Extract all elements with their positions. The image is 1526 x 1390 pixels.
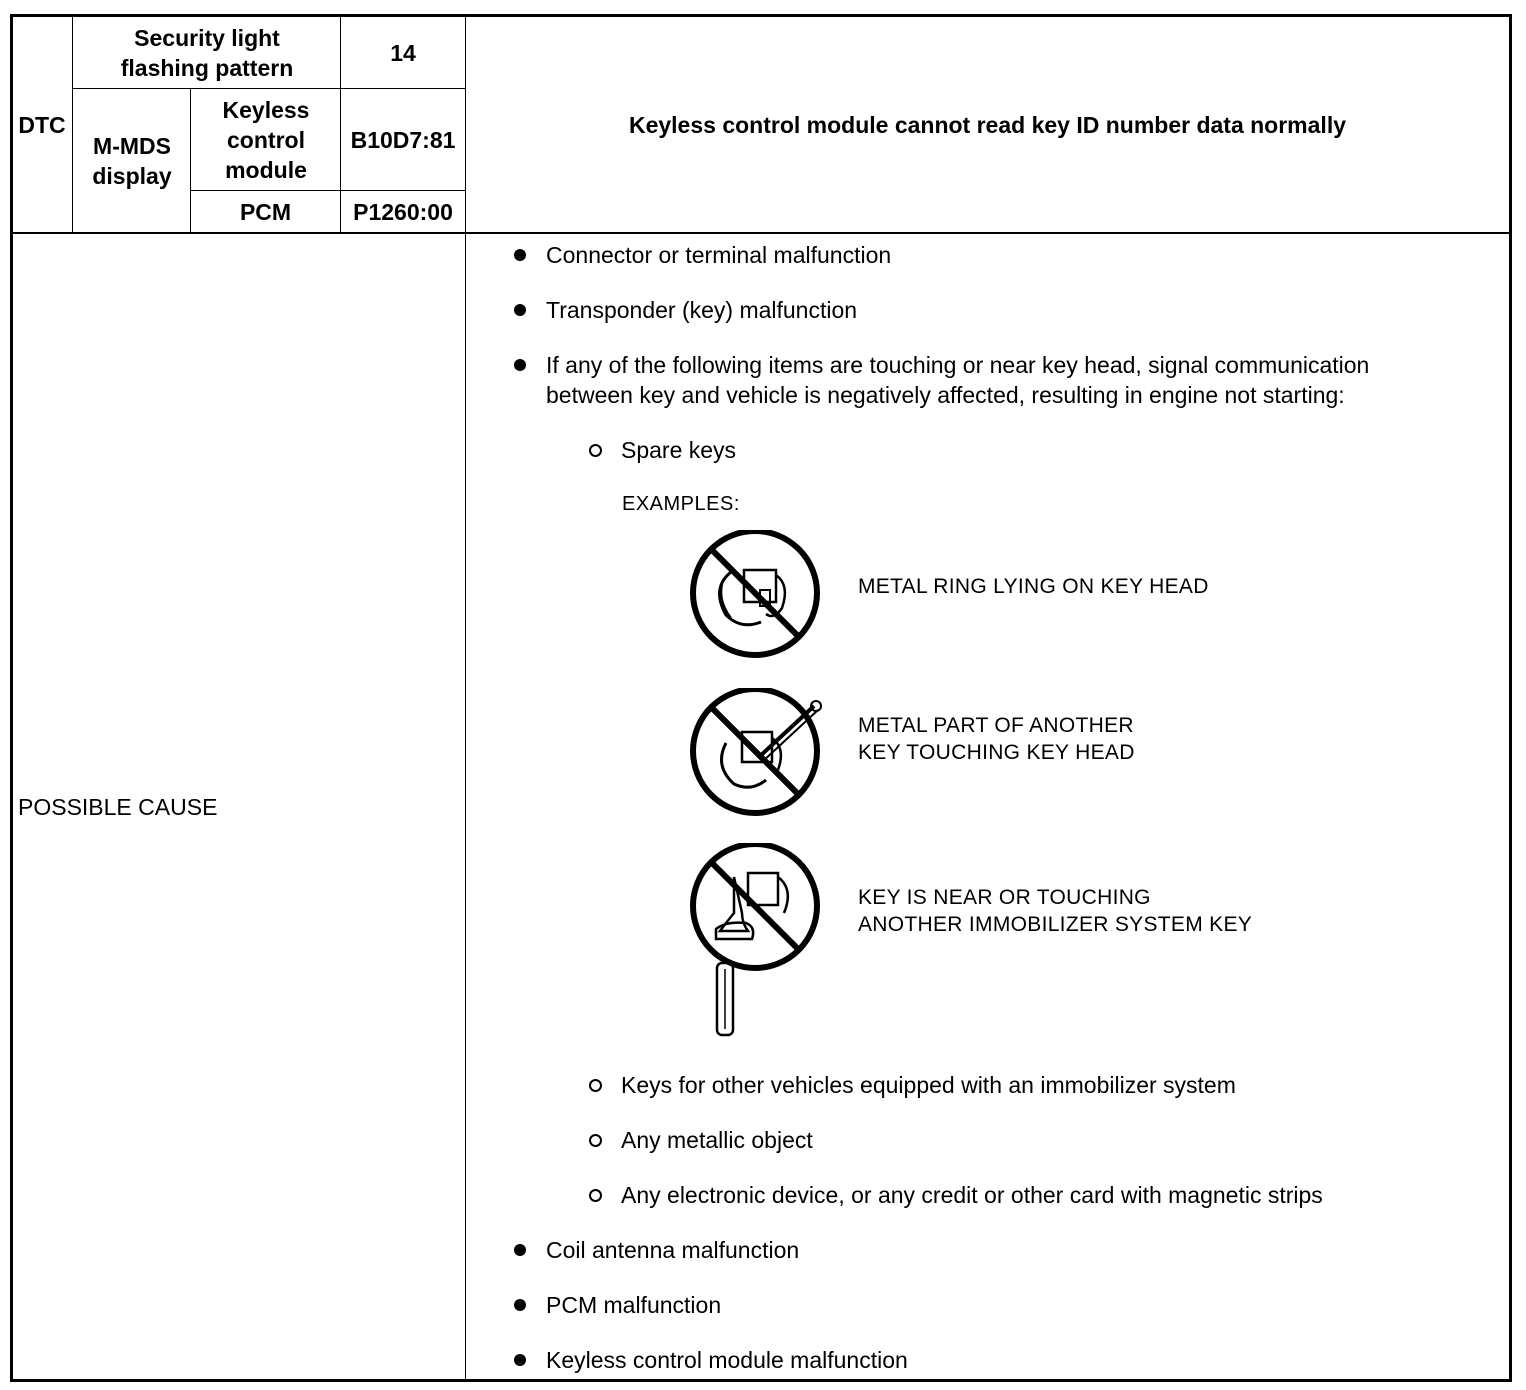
keyless-value: B10D7:81 xyxy=(350,126,456,153)
cause-item-continuation: between key and vehicle is negatively affected, resulting in engine not starting: xyxy=(546,382,1345,408)
sub-bullet-icon xyxy=(589,444,602,457)
examples-label: EXAMPLES: xyxy=(622,493,740,515)
possible-cause-label: POSSIBLE CAUSE xyxy=(18,794,218,820)
cause-item: If any of the following items are touching or near key head, signal communication xyxy=(546,352,1370,378)
sub-bullet-icon xyxy=(589,1079,602,1092)
example-caption: METAL RING LYING ON KEY HEAD xyxy=(858,575,1209,598)
sub-item: Any metallic object xyxy=(621,1127,813,1153)
bullet-icon xyxy=(514,1244,526,1256)
keyless-label: Keyless control module xyxy=(222,96,310,183)
pcm-label: PCM xyxy=(239,198,292,225)
bullet-icon xyxy=(514,249,526,261)
cause-item: PCM malfunction xyxy=(546,1292,722,1318)
security-light-value: 14 xyxy=(390,39,416,66)
mmds-label: M-MDS display xyxy=(92,132,172,189)
dtc-description: Keyless control module cannot read key ID number data normally xyxy=(628,111,1347,138)
prohibited-metal-part-icon xyxy=(686,688,831,818)
sub-item: Any electronic device, or any credit or other card with magnetic strips xyxy=(621,1182,1323,1208)
bullet-icon xyxy=(514,1354,526,1366)
prohibited-near-key-icon xyxy=(686,843,826,1043)
sub-item: Spare keys xyxy=(621,437,737,463)
cause-item: Keyless control module malfunction xyxy=(546,1347,908,1373)
dtc-label: DTC xyxy=(18,111,66,138)
prohibited-metal-ring-icon xyxy=(686,530,826,660)
sub-bullet-icon xyxy=(589,1134,602,1147)
security-light-label: Security light flashing pattern xyxy=(120,24,294,81)
example-caption: KEY IS NEAR OR TOUCHING ANOTHER IMMOBILIZER SYSTEM KEY xyxy=(858,886,1253,936)
pcm-value: P1260:00 xyxy=(353,198,453,225)
bullet-icon xyxy=(514,359,526,371)
sub-bullet-icon xyxy=(589,1189,602,1202)
bullet-icon xyxy=(514,1299,526,1311)
bullet-icon xyxy=(514,304,526,316)
sub-item: Keys for other vehicles equipped with an immobilizer system xyxy=(621,1072,1236,1098)
col-divider-dtc xyxy=(72,14,73,232)
cause-item: Connector or terminal malfunction xyxy=(546,242,892,268)
cause-item: Coil antenna malfunction xyxy=(546,1237,800,1263)
example-caption: METAL PART OF ANOTHER KEY TOUCHING KEY HEAD xyxy=(858,714,1135,764)
cause-item: Transponder (key) malfunction xyxy=(546,297,858,323)
